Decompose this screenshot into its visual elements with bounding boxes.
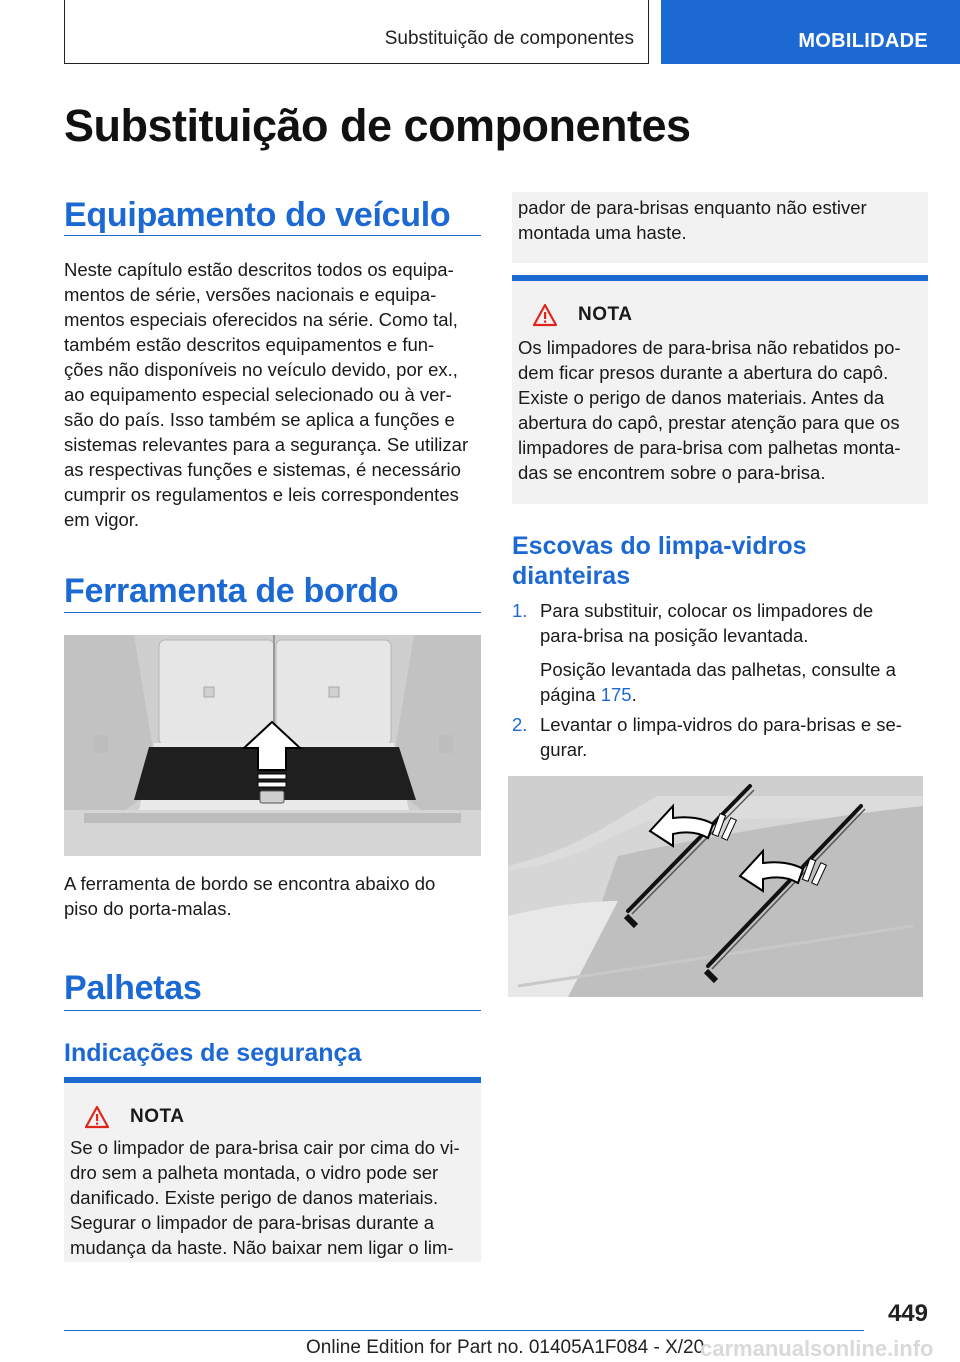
note-2-label: NOTA — [578, 304, 633, 325]
step-2: 2. Levantar o limpa-vidros do para-brisas e se‐ gurar. — [512, 714, 902, 760]
heading-safety-info: Indicações de segurança — [64, 1039, 362, 1067]
note-box-1 — [64, 1077, 481, 1262]
step-2-number: 2. — [512, 714, 528, 735]
onboard-tools-caption: A ferramenta de bordo se encontra abaixo do piso do porta-malas. — [64, 873, 436, 919]
heading-front-wipers: Escovas do limpa-vidros dianteiras — [512, 532, 807, 590]
page-title: Substituição de componentes — [64, 100, 691, 151]
footer-rule — [64, 1330, 864, 1331]
heading-onboard-tools-rule — [64, 612, 481, 613]
header-chapter-label: MOBILIDADE — [798, 30, 928, 52]
wiper-illustration — [508, 776, 923, 997]
warning-triangle-icon — [532, 303, 558, 327]
trunk-illustration — [64, 635, 481, 856]
equipment-paragraph: Neste capítulo estão descritos todos os equipa‐ mentos de série, versões nacionais e equipa‐ mentos especiais oferecidos na série. Como tal, também estão descritos equipamentos e fun‐ ções não disponíveis no veículo devido, por ex., ao equipamento especial selecionado ou à ver‐ são do país. Isso também se aplica a funções e sistemas relevantes para a segurança. Se utilizar as respectivas funções e sistemas, é necessário cumprir os regulamentos e leis correspondentes em vigor. — [64, 259, 469, 530]
trunk-floor-image — [64, 635, 481, 856]
header-section-title: Substituição de componentes — [384, 28, 634, 49]
note-box-2 — [512, 275, 928, 504]
watermark: carmanualsonline.info — [700, 1336, 934, 1361]
heading-wiper-blades-rule — [64, 1010, 481, 1011]
page-reference-link[interactable]: 175 — [600, 684, 632, 705]
note-1-label: NOTA — [130, 1106, 185, 1127]
heading-equipment-rule — [64, 235, 481, 236]
note-2-text: Os limpadores de para-brisa não rebatidos po‐ dem ficar presos durante a abertura do capô. Existe o perigo de danos materiais. Antes da abertura do capô, prestar atenção para que os limpadores de para-brisa com palhetas monta‐ das se encontrem sobre o para-brisa. — [518, 337, 901, 483]
heading-wiper-blades: Palhetas — [64, 969, 202, 1007]
heading-equipment: Equipamento do veículo — [64, 196, 451, 234]
header-section-box — [64, 0, 649, 64]
note-1-text: Se o limpador de para-brisa cair por cima do vi‐ dro sem a palheta montada, o vidro pode ser danificado. Existe perigo de danos materiais. Segurar o limpador de para-brisas durante a mudança da haste. Não baixar nem ligar o lim‐ — [70, 1137, 460, 1258]
step-1: 1. Para substituir, colocar os limpadores de para-brisa na posição levantada. Posição levantada das palhetas, consulte a página 175. — [512, 600, 896, 705]
step-1-number: 1. — [512, 600, 528, 621]
heading-onboard-tools: Ferramenta de bordo — [64, 572, 399, 610]
note-1-continuation: pador de para-brisas enquanto não estiver montada uma haste. — [512, 192, 928, 263]
page-number: 449 — [887, 1300, 928, 1327]
footer-edition: Online Edition for Part no. 01405A1F084 - X/20 — [306, 1337, 705, 1358]
warning-triangle-icon — [84, 1105, 110, 1129]
header-chapter-tab[interactable] — [661, 0, 960, 64]
wiper-raised-image — [508, 776, 923, 997]
